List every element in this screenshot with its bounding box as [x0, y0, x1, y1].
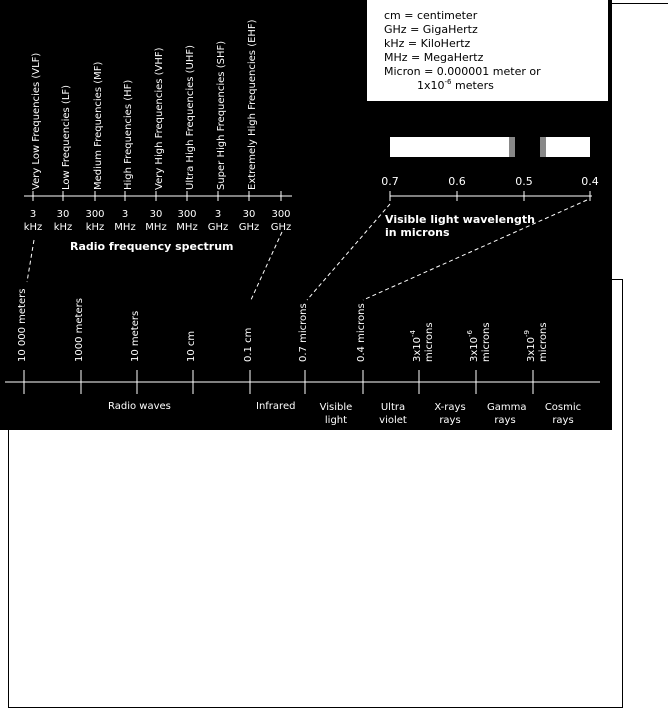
rf-band-label: Extremely High Frequencies (EHF): [247, 19, 258, 190]
wavelength-label: 0.7 microns: [298, 303, 309, 362]
legend-line: GHz = GigaHertz: [384, 23, 478, 36]
rf-tick-label: 300 MHz: [176, 209, 198, 233]
visible-caption: Visible light wavelength: [385, 213, 535, 226]
wavelength-label: $3x10^{-9}$: [523, 330, 537, 362]
rf-band-label: Medium Frequencies (MF): [93, 61, 104, 190]
wavelength-label: $3x10^{-6}$: [466, 330, 480, 362]
visible-strip: [390, 137, 515, 157]
rf-band-label: Ultra High Frequencies (UHF): [185, 44, 196, 190]
visible-strip: [540, 137, 546, 157]
rf-band-label: Super High Frequencies (SHF): [216, 40, 227, 190]
visible-tick-label: 0.7: [381, 175, 399, 188]
legend-line: $1x10^{-6}$ meters: [417, 78, 494, 92]
rf-caption: Radio frequency spectrum: [70, 240, 234, 253]
wavelength-label: 0.4 microns: [356, 303, 367, 362]
region-label: Gamma rays: [487, 402, 527, 426]
region-label: Ultra violet: [379, 402, 407, 426]
legend-line: MHz = MegaHertz: [384, 51, 484, 64]
visible-strip: [540, 137, 590, 157]
wavelength-label: $3x10^{-4}$: [409, 330, 423, 362]
wavelength-label: microns: [424, 322, 435, 362]
rf-tick-label: 3 MHz: [114, 209, 136, 233]
rf-tick-label: 3 GHz: [207, 209, 229, 233]
rf-tick-label: 3 kHz: [23, 209, 43, 233]
region-label: Cosmic rays: [544, 402, 582, 426]
wavelength-label: microns: [481, 322, 492, 362]
region-label: Radio waves: [108, 401, 171, 412]
region-label: Infrared: [256, 401, 296, 412]
visible-caption: in microns: [385, 226, 450, 239]
rf-tick-label: 300 GHz: [270, 209, 292, 233]
wavelength-label: 10 meters: [130, 310, 141, 362]
rf-band-label: Low Frequencies (LF): [61, 84, 72, 190]
wavelength-label: microns: [538, 322, 549, 362]
rf-band-label: Very High Frequencies (VHF): [154, 47, 165, 190]
visible-tick-label: 0.5: [515, 175, 533, 188]
legend-line: cm = centimeter: [384, 9, 478, 22]
legend-line: kHz = KiloHertz: [384, 37, 471, 50]
rf-tick-label: 30 MHz: [145, 209, 167, 233]
legend-line: Micron = 0.000001 meter or: [384, 65, 541, 78]
region-label: X-rays rays: [434, 402, 466, 426]
region-label: Visible light: [319, 402, 353, 426]
rf-tick-label: 300 kHz: [85, 209, 105, 233]
rf-tick-label: 30 kHz: [53, 209, 73, 233]
wavelength-label: 10 cm: [186, 330, 197, 362]
wavelength-label: 1000 meters: [74, 298, 85, 362]
wavelength-label: 10 000 meters: [17, 288, 28, 362]
visible-tick-label: 0.4: [581, 175, 599, 188]
visible-tick-label: 0.6: [448, 175, 466, 188]
rf-band-label: Very Low Frequencies (VLF): [31, 52, 42, 190]
wavelength-label: 0.1 cm: [243, 327, 254, 362]
rf-band-label: High Frequencies (HF): [123, 79, 134, 190]
visible-strip: [509, 137, 515, 157]
rf-tick-label: 30 GHz: [238, 209, 260, 233]
